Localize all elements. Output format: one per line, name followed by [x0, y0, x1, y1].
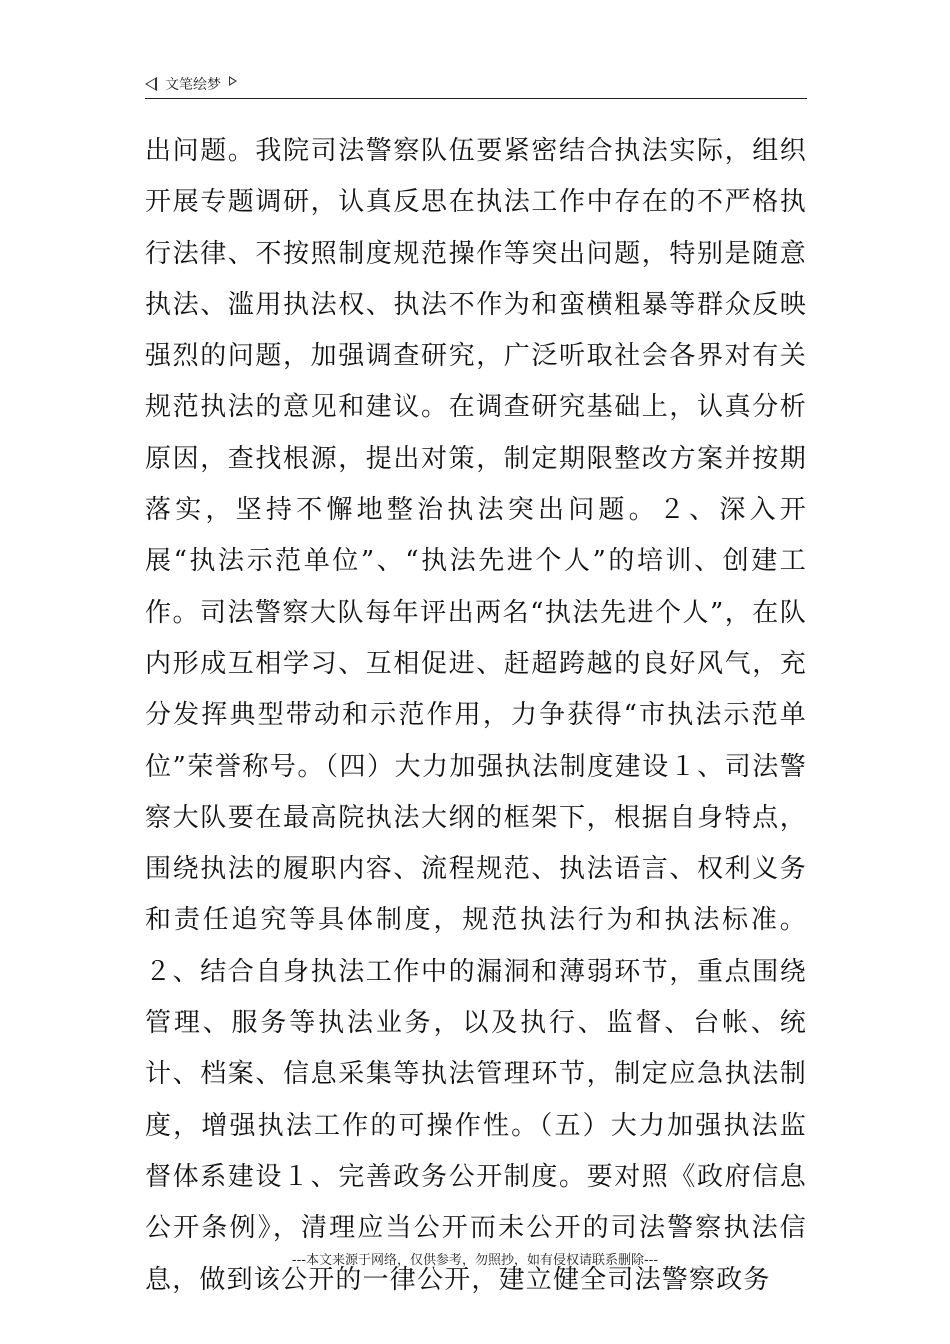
header-brand: [145, 74, 237, 94]
triangle-right-icon: [229, 76, 237, 86]
page-footer-notice: ---本文来源于网络，仅供参考，勿照抄，如有侵权请联系删除---: [291, 1253, 659, 1268]
triangle-left-icon: [145, 77, 157, 91]
document-body-text: 出问题。我院司法警察队伍要紧密结合执法实际，组织开展专题调研，认真反思在执法工作中存在的不严格执行法律、不按照制度规范操作等突出问题，特别是随意执法、滥用执法权、执法不作为和蛮横粗暴等群众反映强烈的问题，加强调查研究，广泛听取社会各界对有关规范执法的意见和建议。在调查研究基础上，认真分析原因，查找根源，提出对策，制定期限整改方案并按期落实，坚持不懈地整治执法突出问题。２、深入开展“执法示范单位”、“执法先进个人”的培训、创建工作。司法警察大队每年评出两名“执法先进个人”，在队内形成互相学习、互相促进、赶超跨越的良好风气，充分发挥典型带动和示范作用，力争获得“市执法示范单位”荣誉称号。（四）大力加强执法制度建设１、司法警察大队要在最高院执法大纲的框架下，根据自身特点，围绕执法的履职内容、流程规范、执法语言、权利义务和责任追究等具体制度，规范执法行为和执法标准。２、结合自身执法工作中的漏洞和薄弱环节，重点围绕管理、服务等执法业务，以及执行、监督、台帐、统计、档案、信息采集等执法管理环节，制定应急执法制度，增强执法工作的可操作性。（五）大力加强执法监督体系建设１、完善政务公开制度。要对照《政府信息公开条例》，清理应当公开而未公开的司法警察执法信息，做到该公开的一律公开，建立健全司法警察政务: [145, 136, 807, 1295]
header-title: 文笔绘梦: [165, 77, 221, 93]
page-header: [145, 72, 807, 99]
